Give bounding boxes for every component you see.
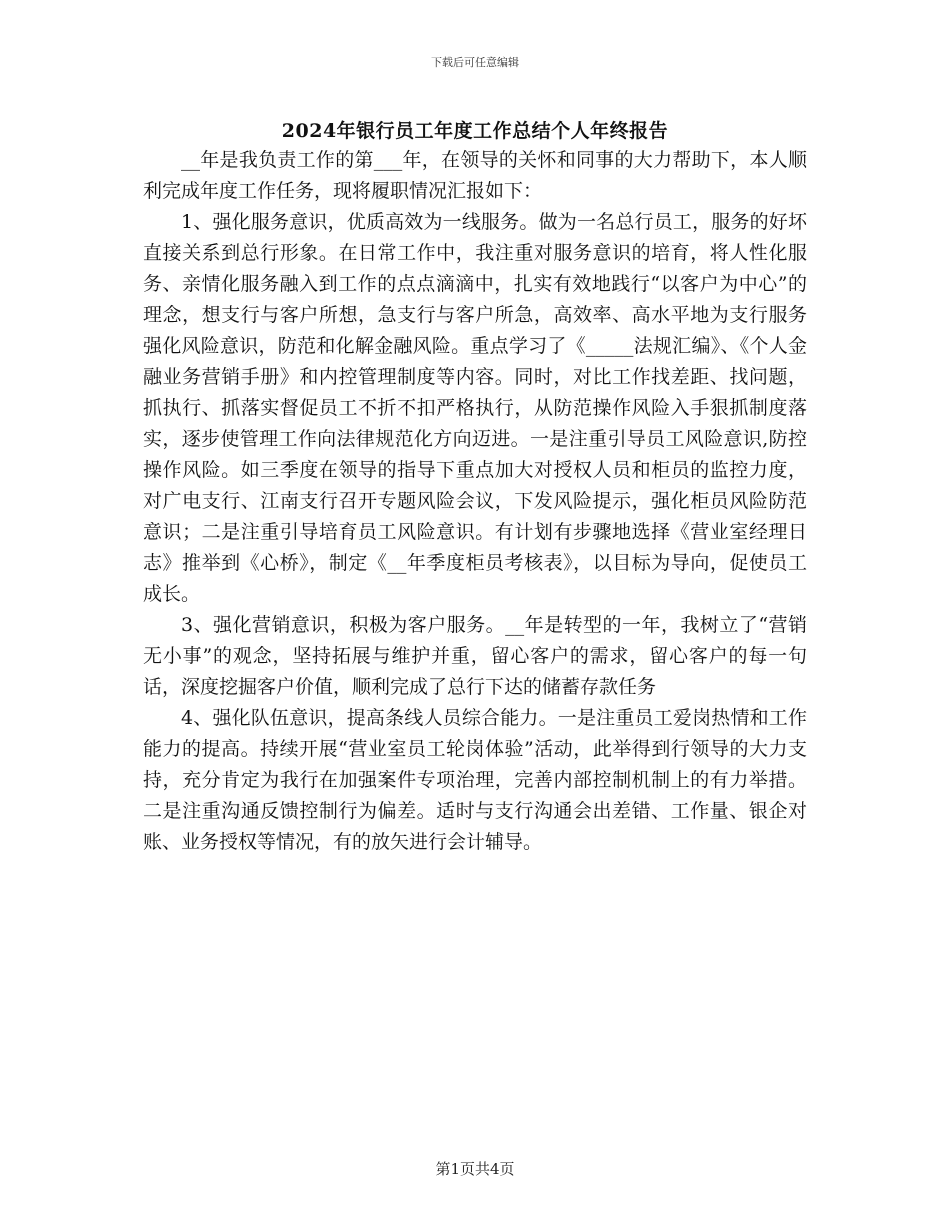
paragraph-intro: __年是我负责工作的第___年，在领导的关怀和同事的大力帮助下，本人顺利完成年度工作任务，现将履职情况汇报如下： — [143, 149, 807, 202]
header-note: 下载后可任意编辑 — [431, 56, 519, 69]
page-indicator: 第1页共4页 — [435, 1160, 515, 1178]
paragraph-team: 4、强化队伍意识，提高条线人员综合能力。一是注重员工爱岗热情和工作能力的提高。持续开展“营业室员工轮岗体验”活动，此举得到行领导的大力支持，充分肯定为我行在加强案件专项治理，完善内部控制机制上的有力举措。二是注重沟通反馈控制行为偏差。适时与支行沟通会出差错、工作量、银企对账、业务授权等情况，有的放矢进行会计辅导。 — [143, 707, 807, 853]
paragraph-service: 1、强化服务意识，优质高效为一线服务。做为一名总行员工，服务的好坏直接关系到总行形象。在日常工作中，我注重对服务意识的培育，将人性化服务、亲情化服务融入到工作的点点滴滴中，扎实有效地践行“以客户为中心”的理念，想支行与客户所想，急支行与客户所急，高效率、高水平地为支行服务强化风险意识，防范和化解金融风险。重点学习了《_____法规汇编》、《个人金融业务营销手册》和内控管理制度等内容。同时，对比工作找差距、找问题，抓执行、抓落实督促员工不折不扣严格执行，从防范操作风险入手狠抓制度落实，逐步使管理工作向法律规范化方向迈进。一是注重引导员工风险意识,防控操作风险。如三季度在领导的指导下重点加大对授权人员和柜员的监控力度，对广电支行、江南支行召开专题风险会议，下发风险提示，强化柜员风险防范意识；二是注重引导培育员工风险意识。有计划有步骤地选择《营业室经理日志》推举到《心桥》，制定《__年季度柜员考核表》，以目标为导向，促使员工成长。 — [143, 211, 807, 605]
document-body — [143, 145, 807, 858]
document-title: 2024年银行员工年度工作总结个人年终报告 — [281, 120, 669, 142]
paragraph-marketing: 3、强化营销意识，积极为客户服务。__年是转型的一年，我树立了“营销无小事”的观念，坚持拓展与维护并重，留心客户的需求，留心客户的每一句话，深度挖掘客户价值，顺利完成了总行下达的储蓄存款任务 — [143, 614, 807, 698]
